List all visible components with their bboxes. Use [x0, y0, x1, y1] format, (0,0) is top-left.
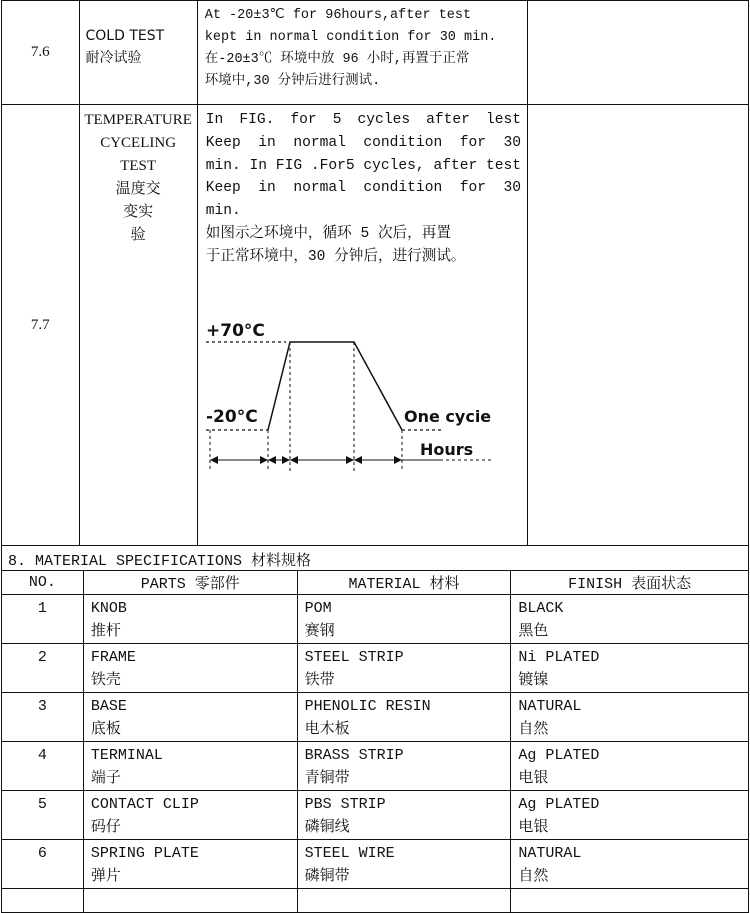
test-table: [1, 0, 749, 546]
description-line: min. In FIG .For5 cycles, after test: [205, 157, 522, 174]
material-row-empty: [2, 888, 749, 912]
finish-cn: 电银: [518, 818, 549, 836]
test-description: [197, 1, 527, 105]
test-item: [79, 1, 197, 105]
material-cell: [297, 692, 511, 741]
part-cell: [83, 839, 297, 888]
part-cn: 弹片: [90, 867, 121, 885]
description-line: Keep in normal condition for 30: [205, 180, 522, 197]
finish-cell: [511, 594, 749, 643]
part-en: KNOB: [90, 599, 127, 617]
finish-en: Ag PLATED: [518, 795, 600, 813]
material-row: [2, 594, 749, 643]
material-cn: 铁带: [304, 671, 335, 689]
material-en: PBS STRIP: [304, 795, 386, 813]
material-cell: [297, 839, 511, 888]
high-temp-label: +70°C: [205, 321, 265, 341]
part-en: FRAME: [90, 648, 136, 666]
material-row: [2, 839, 749, 888]
part-cell: [83, 741, 297, 790]
test-row-7-6: [2, 1, 749, 105]
material-en: PHENOLIC RESIN: [304, 697, 431, 715]
part-en: TERMINAL: [90, 746, 163, 764]
finish-cn: 自然: [518, 720, 549, 738]
material-cell: [297, 741, 511, 790]
header-parts: PARTS 零部件: [83, 570, 297, 594]
row-number: 5: [2, 790, 84, 839]
temperature-cycle-figure: [202, 300, 502, 480]
test-result: [528, 105, 749, 546]
part-cn: 码仔: [90, 818, 121, 836]
part-en: CONTACT CLIP: [90, 795, 199, 813]
material-en: STEEL WIRE: [304, 844, 395, 862]
material-cell: [297, 643, 511, 692]
part-en: BASE: [90, 697, 127, 715]
description-line: 在-20±3℃ 环境中放 96 小时,再置于正常: [204, 52, 470, 67]
finish-en: Ni PLATED: [518, 648, 600, 666]
empty-cell: [297, 888, 511, 912]
finish-en: BLACK: [518, 599, 564, 617]
row-number: 3: [2, 692, 84, 741]
material-row: [2, 790, 749, 839]
material-cn: 赛钢: [304, 622, 335, 640]
material-en: STEEL STRIP: [304, 648, 404, 666]
part-cell: [83, 692, 297, 741]
empty-cell: [511, 888, 749, 912]
row-number: 6: [2, 839, 84, 888]
temperature-profile-line: [268, 342, 402, 430]
finish-cn: 黑色: [518, 622, 549, 640]
row-number: 1: [2, 594, 84, 643]
test-number: 7.6: [2, 1, 80, 105]
part-cell: [83, 790, 297, 839]
finish-cell: [511, 643, 749, 692]
finish-en: NATURAL: [518, 844, 582, 862]
test-item-en: TEMPERATURE: [84, 112, 192, 128]
section-title: 8. MATERIAL SPECIFICATIONS 材料规格: [2, 545, 749, 570]
finish-cn: 自然: [518, 867, 549, 885]
material-header-row: [2, 570, 749, 594]
arrow-head: [260, 456, 268, 464]
header-no: NO.: [2, 570, 84, 594]
arrow-head: [282, 456, 290, 464]
finish-cell: [511, 741, 749, 790]
arrow-head: [268, 456, 276, 464]
description-line: 如图示之环境中，循环 5 次后，再置: [205, 225, 451, 242]
test-item: [79, 105, 197, 546]
arrow-head: [346, 456, 354, 464]
test-result: [528, 1, 749, 105]
arrow-head: [394, 456, 402, 464]
test-number: 7.7: [2, 105, 80, 546]
description-line: Keep in normal condition for 30: [205, 134, 522, 151]
description-line: 环境中,30 分钟后进行测试.: [204, 74, 381, 89]
test-row-7-7: [2, 105, 749, 546]
header-finish: FINISH 表面状态: [511, 570, 749, 594]
finish-cell: [511, 692, 749, 741]
finish-cell: [511, 839, 749, 888]
arrow-head: [290, 456, 298, 464]
material-en: BRASS STRIP: [304, 746, 404, 764]
part-cell: [83, 643, 297, 692]
part-cn: 铁壳: [90, 671, 121, 689]
empty-cell: [83, 888, 297, 912]
header-material: MATERIAL 材料: [297, 570, 511, 594]
arrow-head: [210, 456, 218, 464]
material-row: [2, 643, 749, 692]
arrow-head: [354, 456, 362, 464]
test-item-en: COLD TEST: [85, 28, 165, 44]
test-item-en: CYCELING: [100, 135, 177, 151]
part-en: SPRING PLATE: [90, 844, 199, 862]
description-line: kept in normal condition for 30 min.: [204, 30, 497, 45]
material-cell: [297, 790, 511, 839]
cycle-label: One cycie: [403, 407, 491, 426]
test-description: [197, 105, 527, 546]
material-row: [2, 741, 749, 790]
part-cn: 推杆: [90, 622, 121, 640]
description-line: min.: [205, 203, 241, 220]
spec-document: [1, 0, 749, 900]
finish-en: NATURAL: [518, 697, 582, 715]
hours-label: Hours: [419, 440, 473, 459]
material-row: [2, 692, 749, 741]
test-item-en: TEST: [120, 158, 157, 174]
empty-cell: [2, 888, 84, 912]
material-en: POM: [304, 599, 332, 617]
low-temp-label: -20°C: [205, 407, 258, 427]
finish-cell: [511, 790, 749, 839]
test-item-cn: 变实: [123, 204, 154, 220]
row-number: 4: [2, 741, 84, 790]
finish-cn: 镀镍: [518, 671, 549, 689]
part-cn: 底板: [90, 720, 121, 738]
material-cn: 电木板: [304, 720, 350, 738]
part-cn: 端子: [90, 769, 121, 787]
material-table: [1, 545, 749, 913]
row-number: 2: [2, 643, 84, 692]
material-cell: [297, 594, 511, 643]
test-item-cn: 耐冷试验: [85, 50, 142, 66]
description-line: 于正常环境中，30 分钟后，进行测试。: [205, 248, 466, 265]
description-line: In FIG. for 5 cycles after lest: [205, 112, 522, 128]
material-cn: 青铜带: [304, 769, 350, 787]
material-cn: 磷铜带: [304, 867, 350, 885]
material-cn: 磷铜线: [304, 818, 350, 836]
finish-cn: 电银: [518, 769, 549, 787]
test-item-cn: 温度交: [115, 181, 161, 197]
test-item-cn: 验: [130, 227, 146, 243]
description-line: At -20±3℃ for 96hours,after test: [204, 8, 472, 23]
finish-en: Ag PLATED: [518, 746, 600, 764]
part-cell: [83, 594, 297, 643]
